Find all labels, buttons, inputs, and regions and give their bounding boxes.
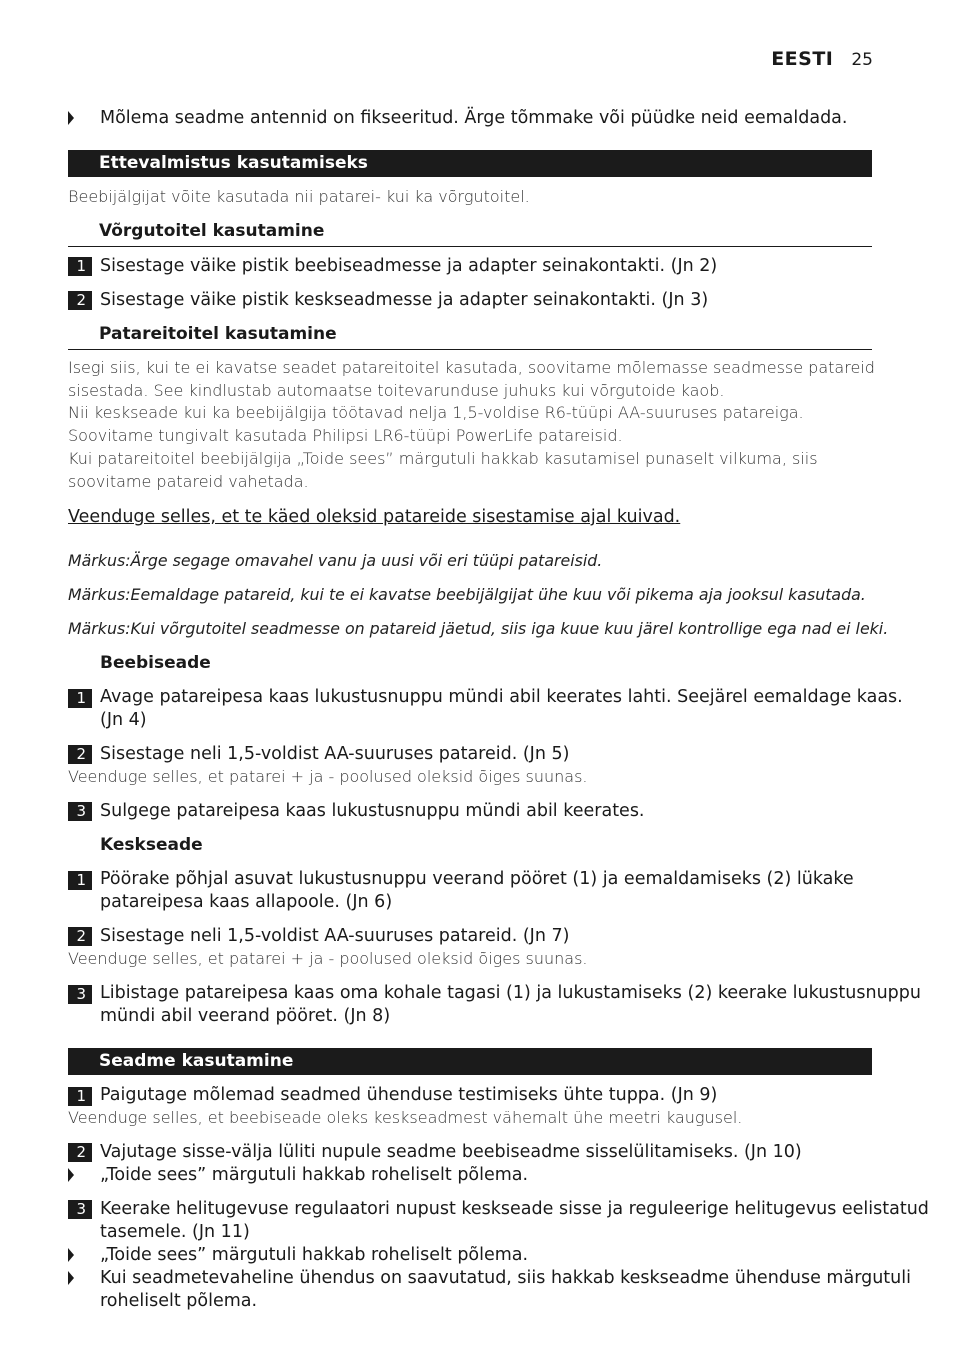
result-bullet-text: „Toide sees” märgutuli hakkab roheliselt põlema. — [100, 1245, 529, 1265]
step-number: 1 — [68, 1087, 92, 1106]
step-text: Sisestage neli 1,5-voldist AA-suuruses patareid. (Jn 7) — [100, 926, 570, 946]
step-text-cont: (Jn 4) — [100, 710, 147, 730]
step-text: Sisestage neli 1,5-voldist AA-suuruses patareid. (Jn 5) — [100, 744, 570, 764]
step-text: Vajutage sisse-välja lüliti nupule seadme beebiseadme sisselülitamiseks. (Jn 10) — [100, 1142, 802, 1162]
subheading-parent-unit: Keskseade — [100, 835, 203, 855]
section-title: Ettevalmistus kasutamiseks — [99, 153, 368, 173]
step-number: 1 — [68, 689, 92, 708]
battery-para-line: soovitame patareid vahetada. — [68, 472, 309, 491]
language-label: EESTI — [771, 48, 834, 70]
step-text: Keerake helitugevuse regulaatori nupust keskseade sisse ja reguleerige helitugevus eelistatud — [100, 1199, 929, 1219]
step-number: 3 — [68, 802, 92, 821]
step-text: Libistage patareipesa kaas oma kohale tagasi (1) ja lukustamiseks (2) keerake lukustusnuppu — [100, 983, 921, 1003]
step-number: 2 — [68, 291, 92, 310]
step-text: Sisestage väike pistik keskseadmesse ja adapter seinakontakti. (Jn 3) — [100, 290, 709, 310]
subheading-title: Patareitoitel kasutamine — [99, 324, 337, 344]
battery-para-line: Nii keskseade kui ka beebijälgija töötavad nelja 1,5-voldise R6-tüüpi AA-suuruses patareiga. — [68, 403, 804, 422]
battery-para-line: Kui patareitoitel beebijälgija „Toide sees” märgutuli hakkab kasutamisel punaselt vilkuma, siis — [68, 449, 818, 468]
step-number: 1 — [68, 871, 92, 890]
dry-hands-warning: Veenduge selles, et te käed oleksid patareide sisestamise ajal kuivad. — [68, 507, 681, 527]
step-number: 2 — [68, 1143, 92, 1162]
step-number: 3 — [68, 985, 92, 1004]
step-text: Paigutage mõlemad seadmed ühenduse testimiseks ühte tuppa. (Jn 9) — [100, 1085, 718, 1105]
step-text: Sulgege patareipesa kaas lukustusnuppu mündi abil keerates. — [100, 801, 645, 821]
step-text: Sisestage väike pistik beebiseadmesse ja adapter seinakontakti. (Jn 2) — [100, 256, 718, 276]
page-header — [771, 48, 873, 70]
page-number: 25 — [851, 50, 873, 70]
section-bar-preparation — [68, 150, 872, 177]
note: Märkus:Kui võrgutoitel seadmesse on patareid jäetud, siis iga kuue kuu järel kontrollige ega nad ei leki. — [68, 619, 889, 638]
bullet-icon — [68, 111, 74, 125]
bullet-icon — [68, 1248, 74, 1262]
section-title: Seadme kasutamine — [99, 1051, 294, 1071]
result-bullet-text: „Toide sees” märgutuli hakkab roheliselt põlema. — [100, 1165, 529, 1185]
step-text-cont: patareipesa kaas allapoole. (Jn 6) — [100, 892, 393, 912]
step-note: Veenduge selles, et patarei + ja - poolused oleksid õiges suunas. — [68, 949, 588, 968]
step-number: 3 — [68, 1200, 92, 1219]
section-bar-using — [68, 1048, 872, 1075]
section-intro: Beebijälgijat võite kasutada nii patarei- kui ka võrgutoitel. — [68, 187, 530, 206]
battery-para-line: sisestada. See kindlustab automaatse toitevarunduse juhuks kui võrgutoide kaob. — [68, 381, 725, 400]
battery-para-line: Soovitame tungivalt kasutada Philipsi LR6-tüüpi PowerLife patareisid. — [68, 426, 623, 445]
step-number: 2 — [68, 745, 92, 764]
step-number: 1 — [68, 257, 92, 276]
note: Märkus:Ärge segage omavahel vanu ja uusi või eri tüüpi patareisid. — [68, 551, 603, 570]
step-text: Pöörake põhjal asuvat lukustusnuppu veerand pööret (1) ja eemaldamiseks (2) lükake — [100, 869, 854, 889]
subheading-baby-unit: Beebiseade — [100, 653, 211, 673]
step-note: Veenduge selles, et patarei + ja - poolused oleksid õiges suunas. — [68, 767, 588, 786]
result-bullet-text: Kui seadmetevaheline ühendus on saavutatud, siis hakkab keskseadme ühenduse märgutuli — [100, 1268, 911, 1288]
note: Märkus:Eemaldage patareid, kui te ei kavatse beebijälgijat ühe kuu või pikema aja jooksul kasutada. — [68, 585, 866, 604]
battery-para-line: Isegi siis, kui te ei kavatse seadet patareitoitel kasutada, soovitame mõlemasse seadmesse patareid — [68, 358, 875, 377]
result-bullet-text-cont: roheliselt põlema. — [100, 1291, 258, 1311]
bullet-icon — [68, 1168, 74, 1182]
subheading-mains — [68, 220, 872, 247]
antenna-bullet-text: Mõlema seadme antennid on fikseeritud. Ärge tõmmake või püüdke neid eemaldada. — [100, 108, 848, 128]
bullet-icon — [68, 1271, 74, 1285]
subheading-battery — [68, 323, 872, 350]
subheading-title: Võrgutoitel kasutamine — [99, 221, 325, 241]
step-text-cont: tasemele. (Jn 11) — [100, 1222, 250, 1242]
step-text: Avage patareipesa kaas lukustusnuppu mündi abil keerates lahti. Seejärel eemaldage kaas. — [100, 687, 903, 707]
step-note: Veenduge selles, et beebiseade oleks keskseadmest vähemalt ühe meetri kaugusel. — [68, 1108, 743, 1127]
step-number: 2 — [68, 927, 92, 946]
step-text-cont: mündi abil veerand pööret. (Jn 8) — [100, 1006, 391, 1026]
